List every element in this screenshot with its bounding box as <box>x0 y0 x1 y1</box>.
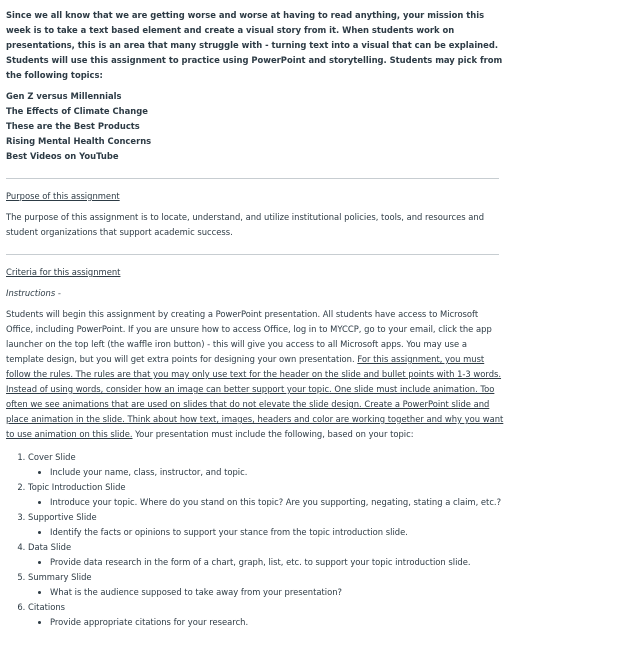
topic-item: Rising Mental Health Concerns <box>6 136 152 146</box>
requirement-item <box>28 600 506 630</box>
criteria-paragraph <box>6 307 506 442</box>
requirement-title: Citations <box>28 602 65 612</box>
requirement-item <box>28 450 506 480</box>
requirement-detail: • Include your name, class, instructor, and topic. <box>50 465 506 480</box>
criteria-text-part1: Students will begin this assignment by creating a PowerPoint presentation. All students have access to Microsoft Office, including PowerPoint. If you are unsure how to access Office, log in to MYCCP, go to your email, click the app launcher on the top left (the waffle iron button) - this will give you access to all Microsoft apps. You may use a template design, but you will get extra points for designing your own presentation. <box>6 309 492 364</box>
requirement-title: Summary Slide <box>28 572 92 582</box>
intro-paragraph: Since we all know that we are getting worse and worse at having to read anything, your mission this week is to take a text based element and create a visual story from it. When students work on presentations, this is an area that many struggle with - turning text into a visual that can be explained. Students will use this assignment to practice using PowerPoint and storytelling. Students may pick from the following topics: <box>6 10 503 80</box>
requirement-detail: • Provide appropriate citations for your research. <box>50 615 506 630</box>
criteria-text-part2: Your presentation must include the following, based on your topic: <box>132 429 414 439</box>
requirement-title: Supportive Slide <box>28 512 97 522</box>
divider <box>6 254 499 255</box>
requirement-detail: • Identify the facts or opinions to support your stance from the topic introduction slide. <box>50 525 506 540</box>
requirement-detail: • Provide data research in the form of a chart, graph, list, etc. to support your topic introduction slide. <box>50 555 506 570</box>
requirements-list <box>6 450 506 630</box>
requirement-detail: • What is the audience supposed to take away from your presentation? <box>50 585 506 600</box>
topic-list <box>6 89 506 164</box>
criteria-rules-text: For this assignment, you must follow the rules. The rules are that you may only use text for the header on the slide and bullet points with 1-3 words. Instead of using words, consider how an image can better support your topic. One slide must include animation. Too often we see animations that are used on slides that do not elevate the slide design. Create a PowerPoint slide and place animation in the slide. Think about how text, images, headers and color are working together and why you want to use animation on this slide. <box>6 354 504 439</box>
requirement-item <box>28 510 506 540</box>
topic-item: Best Videos on YouTube <box>6 151 119 161</box>
purpose-text: The purpose of this assignment is to locate, understand, and utilize institutional policies, tools, and resources and student organizations that support academic success. <box>6 212 485 237</box>
requirement-title: Data Slide <box>28 542 72 552</box>
purpose-heading: Purpose of this assignment <box>6 191 120 201</box>
requirement-item <box>28 570 506 600</box>
requirement-title: Topic Introduction Slide <box>28 482 126 492</box>
topic-item: These are the Best Products <box>6 121 140 131</box>
divider <box>6 178 499 179</box>
requirement-item <box>28 540 506 570</box>
topic-item: Gen Z versus Millennials <box>6 91 122 101</box>
topic-item: The Effects of Climate Change <box>6 106 148 116</box>
requirement-item <box>28 480 506 510</box>
criteria-heading: Criteria for this assignment <box>6 267 121 277</box>
instructions-label: Instructions - <box>6 288 61 298</box>
requirement-detail: • Introduce your topic. Where do you stand on this topic? Are you supporting, negating, stating a claim, etc.? <box>50 495 506 510</box>
requirement-title: Cover Slide <box>28 452 76 462</box>
